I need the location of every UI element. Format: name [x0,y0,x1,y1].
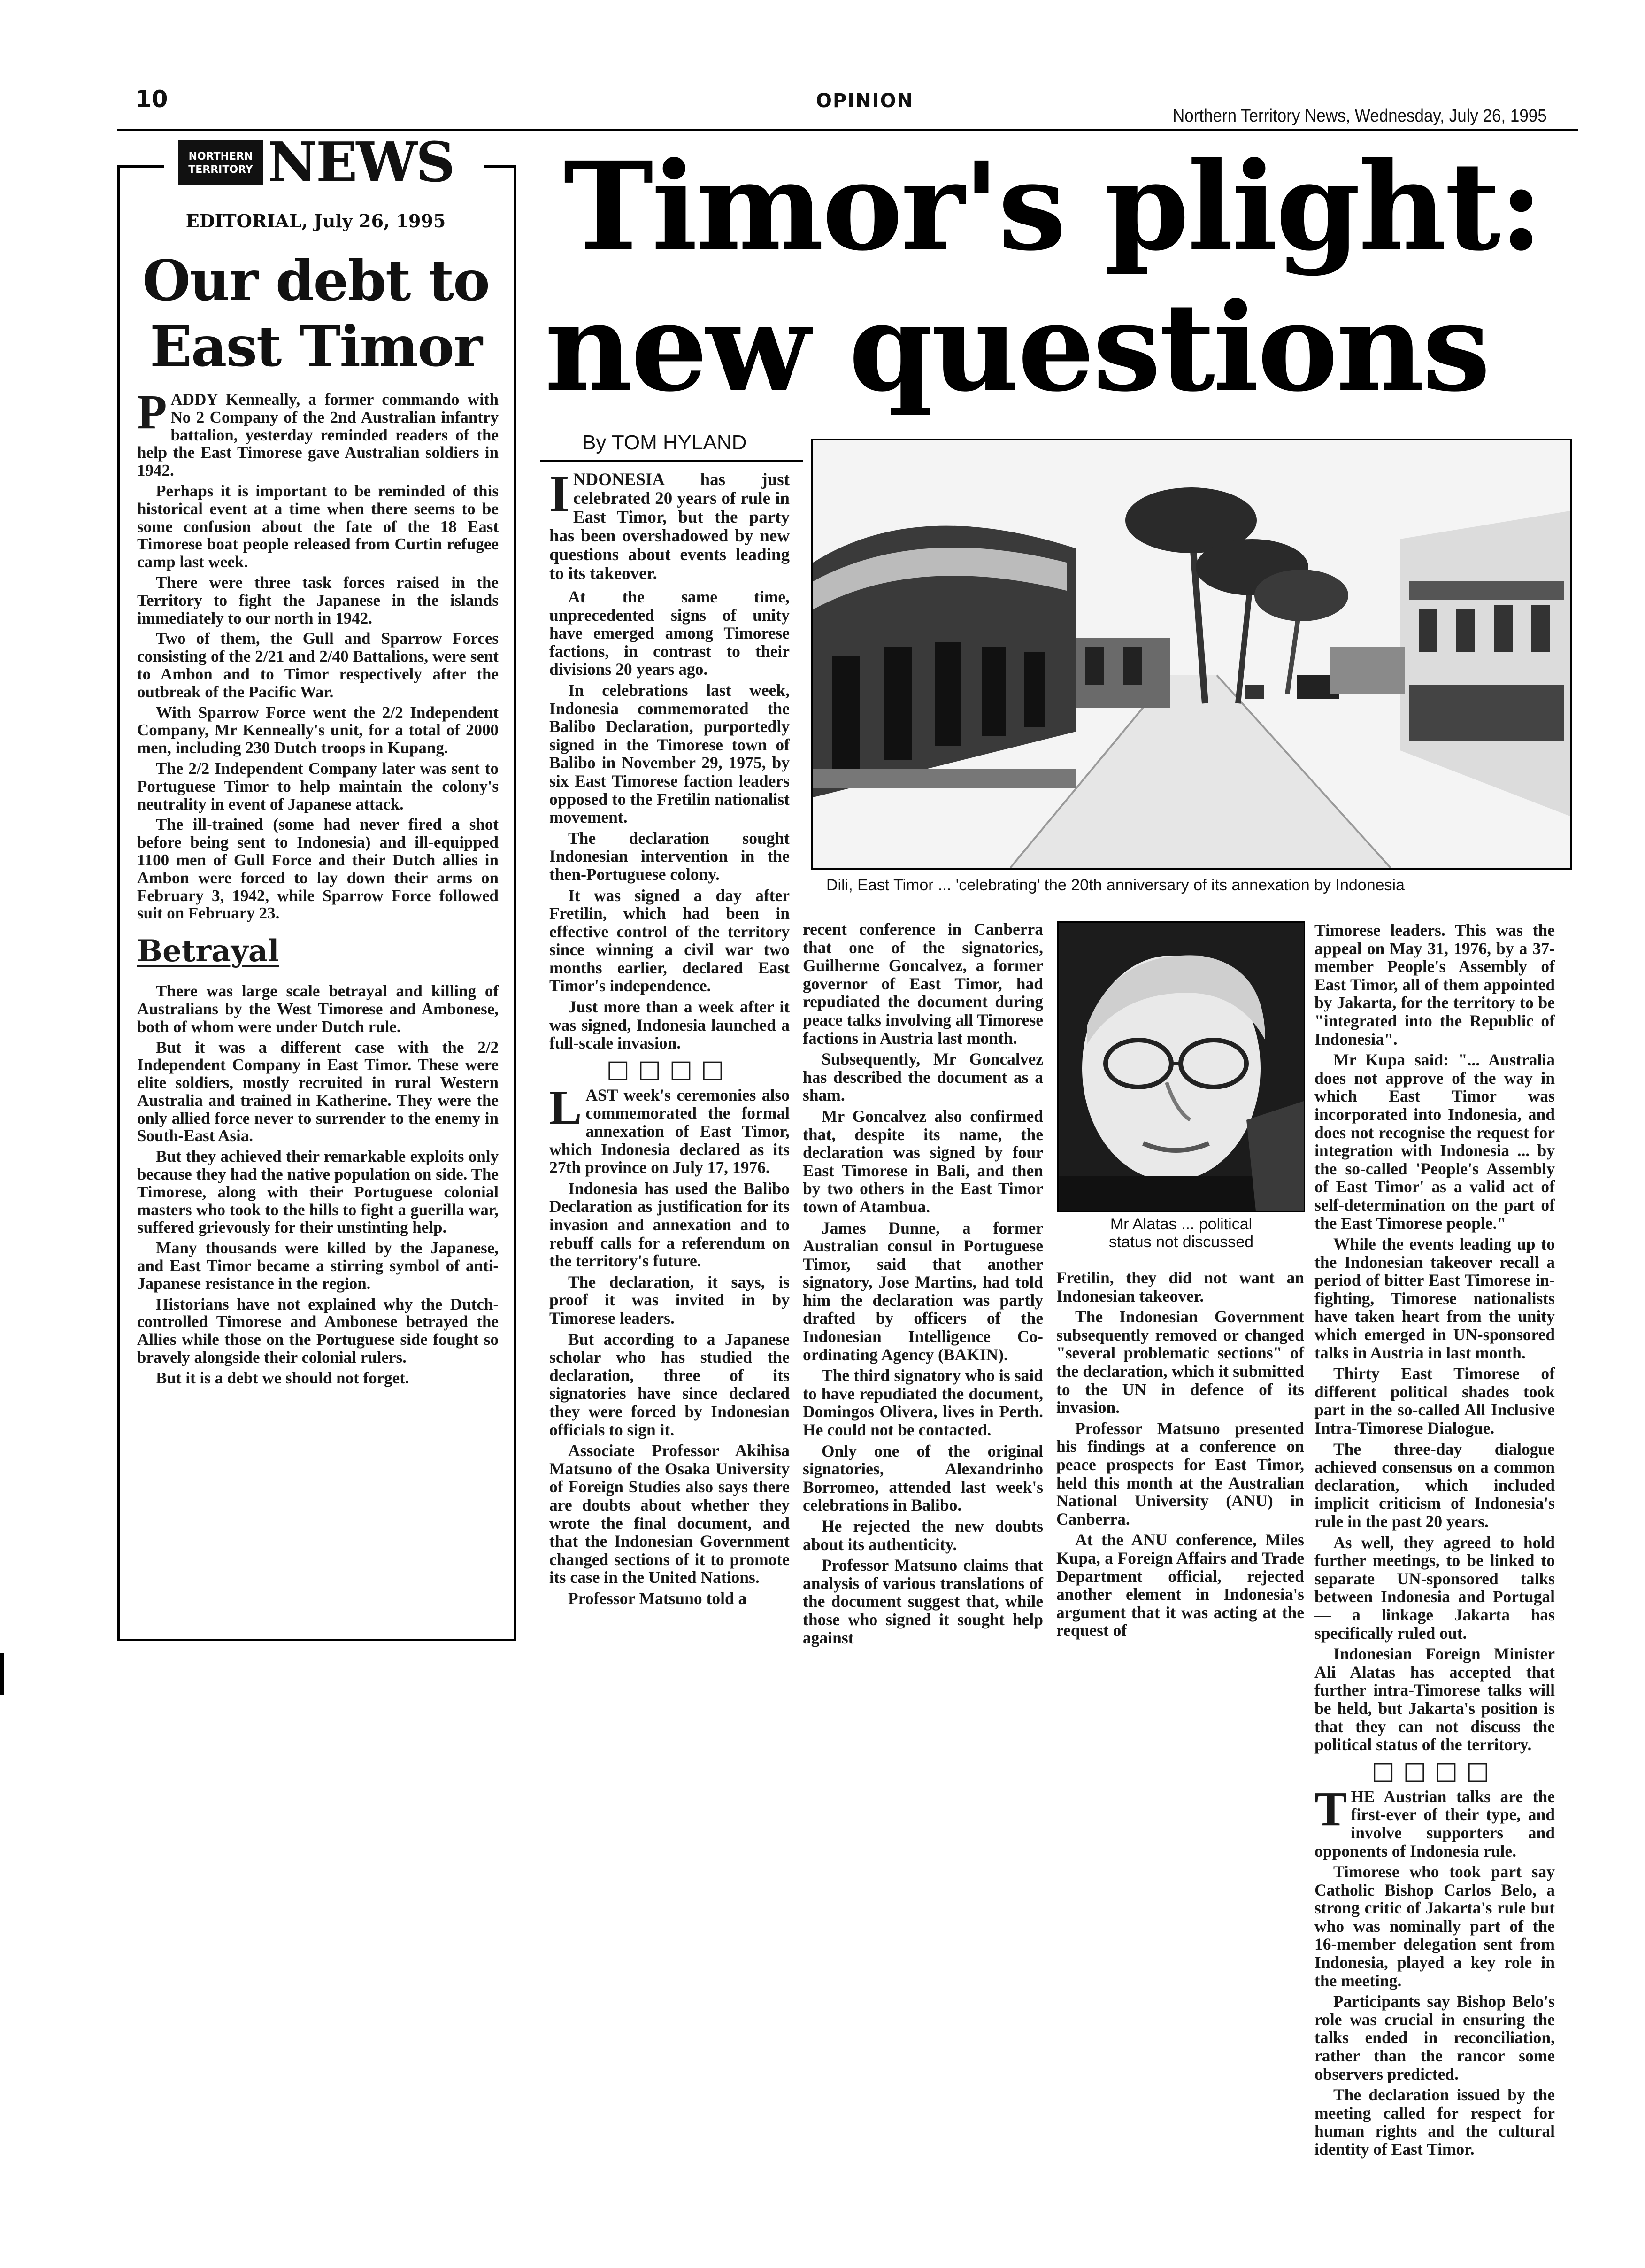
article-dropcap-l: L [549,1080,582,1134]
dateline: Northern Territory News, Wednesday, July 26, 1995 [1173,106,1547,126]
section-label: OPINION [816,90,914,112]
street-photo-image [813,440,1570,868]
editorial-lead-paragraph [137,385,499,480]
editorial-title-line1: Our debt to [142,248,489,313]
article-paragraph: Professor Matsuno told a [568,1589,747,1608]
headline-line2: new questions [545,276,1489,418]
article-paragraph: Timorese leaders. This was the appeal on May 31, 1976, by a 37-member People's Assembly of East Timor, all of them appointed by Jakarta, for the territory to be "integrated into the Republic of Indonesia". [1314,921,1555,1049]
portrait-photo [1057,921,1305,1212]
logo-line-territory: TERRITORY [188,164,253,176]
article-paragraph: The declaration issued by the meeting called for respect for human rights and the cultural identity of East Timor. [1314,2085,1555,2159]
page-number: 10 [135,85,168,113]
article-paragraph: As well, they agreed to hold further meetings, to be linked to separate UN-sponsored talks between Indonesia and Portugal — a linkage Jakarta has specifically ruled out. [1314,1533,1555,1643]
article-paragraph: The declaration sought Indonesian intervention in the then-Portuguese colony. [549,828,790,884]
section-separator: □□□□ [606,1055,733,1083]
article-third-lead: HE Austrian talks are the first-ever of their type, and involve supporters and opponents of Indonesia rule. [1314,1787,1555,1860]
article-paragraph: Professor Matsuno presented his findings at a conference on peace prospects for East Timor, held this month at the Australian National University (ANU) in Canberra. [1056,1419,1304,1528]
article-column-1 [549,465,790,1610]
editorial-paragraph: There was large scale betrayal and killing of Australians by the West Timorese and Ambonese, both of whom were under Dutch rule. [137,982,499,1036]
article-third-lead-paragraph [1314,1782,1555,1860]
editorial-paragraph: But they achieved their remarkable exploits only because they had the native population on side. The Timorese, along with their Portuguese colonial masters who took to the hills to fight a guerilla war, suffered grievously for their unstinting help. [137,1147,499,1237]
editorial-title [117,248,514,379]
article-paragraph: It was signed a day after Fretilin, which had been in effective control of the territory since winning a civil war two months earlier, declared East Timor's independence. [549,886,790,995]
editorial-paragraph: Perhaps it is important to be reminded of this historical event at a time when there seems to be some confusion about the fate of the 18 East Timorese boat people released from Curtin refugee camp last week. [137,481,499,571]
headline-line1: Timor's plight: [563,135,1542,278]
editorial-paragraph: Two of them, the Gull and Sparrow Forces consisting of the 2/21 and 2/40 Battalions, were sent to Ambon and to Timor respectively after the outbreak of the Pacific War. [137,629,499,701]
article-second-lead: AST week's ceremonies also commemorated the formal annexation of East Timor, which Indonesia declared as its 27th province on July 17, 1976. [549,1085,790,1177]
article-column-2 [803,920,1043,1650]
article-paragraph: The three-day dialogue achieved consensus on a common declaration, which included implicit criticism of Indonesia's rule in the past 20 years. [1314,1439,1555,1531]
street-photo [811,439,1572,870]
article-paragraph: The third signatory who is said to have repudiated the document, Domingos Olivera, lives in Perth. He could not be contacted. [803,1366,1043,1440]
article-paragraph: Participants say Bishop Belo's role was crucial in ensuring the talks ended in reconciliation, rather than the rancor some observers predicted. [1314,1992,1555,2083]
editorial-paragraph: The 2/2 Independent Company later was sent to Portuguese Timor to help maintain the colony's neutrality in event of Japanese attack. [137,759,499,813]
editorial-paragraph: Historians have not explained why the Dutch-controlled Timorese and Ambonese betrayed the Allies while those on the Portuguese side fought so bravely alongside their colonial rulers. [137,1295,499,1367]
article-paragraph: The declaration, it says, is proof it was invited in by Timorese leaders. [549,1272,790,1327]
editorial-lead: ADDY Kenneally, a former commando with No 2 Company of the 2nd Australian infantry battalion, yesterday reminded readers of the help the East Timorese gave Australian soldiers in 1942. [137,390,499,480]
editorial-paragraph: There were three task forces raised in the Territory to fight the Japanese in the islands immediately to our north in 1942. [137,573,499,627]
article-paragraph: Just more than a week after it was signed, Indonesia launched a full-scale invasion. [549,997,790,1053]
article-paragraph: At the ANU conference, Miles Kupa, a Foreign Affairs and Trade Department official, rejected another element in Indonesia's argument that it was acting at the request of [1056,1530,1304,1640]
editorial-paragraph: But it is a debt we should not forget. [156,1368,409,1387]
portrait-caption-line2: status not discussed [1108,1233,1254,1251]
article-paragraph: Indonesian Foreign Minister Ali Alatas has accepted that further intra-Timorese talks will be held, but Jakarta's position is that they can not discuss the political status of the territory. [1314,1644,1555,1754]
page-header [135,80,1576,126]
editorial-paragraph: But it was a different case with the 2/2 Independent Company in East Timor. These were elite soldiers, mostly recruited in rural Western Australia and trained in Katherine. They were the only allied force never to surrender to the enemy in South-East Asia. [137,1038,499,1145]
article-paragraph: At the same time, unprecedented signs of unity have emerged among Timorese factions, in contrast to their divisions 20 years ago. [549,587,790,679]
editorial-title-line2: East Timor [150,314,482,379]
byline-rule [540,460,803,462]
article-paragraph: But according to a Japanese scholar who has studied the declaration, three of its signatories have since declared they were forced by Indonesian officials to sign it. [549,1329,790,1439]
article-paragraph: Timorese who took part say Catholic Bishop Carlos Belo, a strong critic of Jakarta's rule but who was nominally part of the 16-member delegation sent from Indonesia, played a key role in the meeting. [1314,1862,1555,1990]
article-paragraph: Subsequently, Mr Goncalvez has described the document as a sham. [803,1049,1043,1105]
article-paragraph: Professor Matsuno claims that analysis of various translations of the document suggest that, while those who signed it sought help against [803,1556,1043,1647]
article-second-lead-paragraph [549,1080,790,1177]
article-paragraph: Fretilin, they did not want an Indonesian takeover. [1056,1268,1304,1305]
article-paragraph: James Dunne, a former Australian consul in Portuguese Timor, said that another signatory, Jose Martins, had told him the declaration was partly drafted by officers of the Indonesian Intelligence Co-ordinating Agency (BAKIN). [803,1218,1043,1364]
editorial-label: EDITORIAL, July 26, 1995 [185,210,446,231]
article-paragraph: In celebrations last week, Indonesia commemorated the Balibo Declaration, purportedly signed in the Timorese town of Balibo in November 29, 1975, by six East Timorese faction leaders opposed to the Fretilin nationalist movement. [549,680,790,827]
article-paragraph: The Indonesian Government subsequently removed or changed "several problematic sections" of the declaration, which it submitted to the UN in defence of its invasion. [1056,1307,1304,1417]
article-paragraph: He rejected the new doubts about its authenticity. [803,1517,1043,1554]
byline: By TOM HYLAND [582,431,747,454]
section-separator: □□□□ [1371,1756,1498,1785]
editorial-box-top-rule-left [117,165,164,168]
editorial-paragraph: With Sparrow Force went the 2/2 Independent Company, Mr Kenneally's unit, for a total of 2000 men, including 230 Dutch troops in Kupang. [137,703,499,757]
logo-word: NEWS [268,131,454,194]
article-paragraph: recent conference in Canberra that one of the signatories, Guilherme Goncalvez, a former governor of East Timor, had repudiated the document during peace talks involving all Timorese factions in Austria last month. [803,920,1043,1048]
portrait-caption [1057,1215,1305,1251]
portrait-image [1059,923,1304,1211]
portrait-caption-line1: Mr Alatas ... political [1110,1215,1253,1233]
editorial-body [137,385,499,1390]
editorial-paragraph: The ill-trained (some had never fired a shot before being sent to Indonesia) and ill-equipped 1100 men of Gull Force and their Dutch allies in Ambon were forced to lay down their arms on February 3, 1942, while Sparrow Force followed suit on February 23. [137,815,499,923]
article-column-3 [1056,1269,1304,1643]
article-paragraph: Thirty East Timorese of different political shades took part in the so-called All Inclusive Intra-Timorese Dialogue. [1314,1364,1555,1438]
article-lead-paragraph [549,465,790,583]
logo-line-northern: NORTHERN [188,151,253,162]
article-dropcap-t: T [1314,1782,1347,1836]
left-edge-mark [0,1653,4,1695]
masthead-logo [178,130,488,195]
article-lead: NDONESIA has just celebrated 20 years of rule in East Timor, but the party has been overshadowed by new questions about events leading to its takeover. [549,470,790,583]
article-paragraph: Associate Professor Akihisa Matsuno of the Osaka University of Foreign Studies also says there are doubts about whether they wrote the final document, and that the Indonesian Government changed sections of it to promote its case in the United Nations. [549,1441,790,1587]
editorial-dropcap: P [137,385,167,439]
photo-caption: Dili, East Timor ... 'celebrating' the 20th anniversary of its annexation by Indonesia [826,876,1405,894]
article-dropcap-i: I [549,465,569,522]
article-paragraph: Mr Kupa said: "... Australia does not approve of the way in which East Timor was incorporated into Indonesia, and does not recognise the request for integration with Indonesia ... by the so-called 'People's Assembly of East Timor' as a valid act of self-determination on the part of the East Timorese people." [1314,1050,1555,1233]
headline [545,136,1587,418]
article-column-4 [1314,921,1555,2161]
logo-badge [178,140,263,185]
article-paragraph: Only one of the original signatories, Alexandrinho Borromeo, attended last week's celebrations in Balibo. [803,1441,1043,1515]
article-paragraph: Indonesia has used the Balibo Declaration as justification for its invasion and annexation and to rebuff calls for a referendum on the territory's future. [549,1179,790,1271]
article-paragraph: While the events leading up to the Indonesian takeover recall a period of bitter East Timorese in-fighting, Timorese nationalists have taken heart from the unity which emerged in UN-sponsored talks in Austria in last month. [1314,1234,1555,1362]
editorial-subhead: Betrayal [137,933,279,969]
editorial-paragraph: Many thousands were killed by the Japanese, and East Timor became a stirring symbol of anti-Japanese resistance in the region. [137,1239,499,1293]
article-paragraph: Mr Goncalvez also confirmed that, despite its name, the declaration was signed by four East Timorese in Bali, and then by two others in the East Timor town of Atambua. [803,1106,1043,1216]
